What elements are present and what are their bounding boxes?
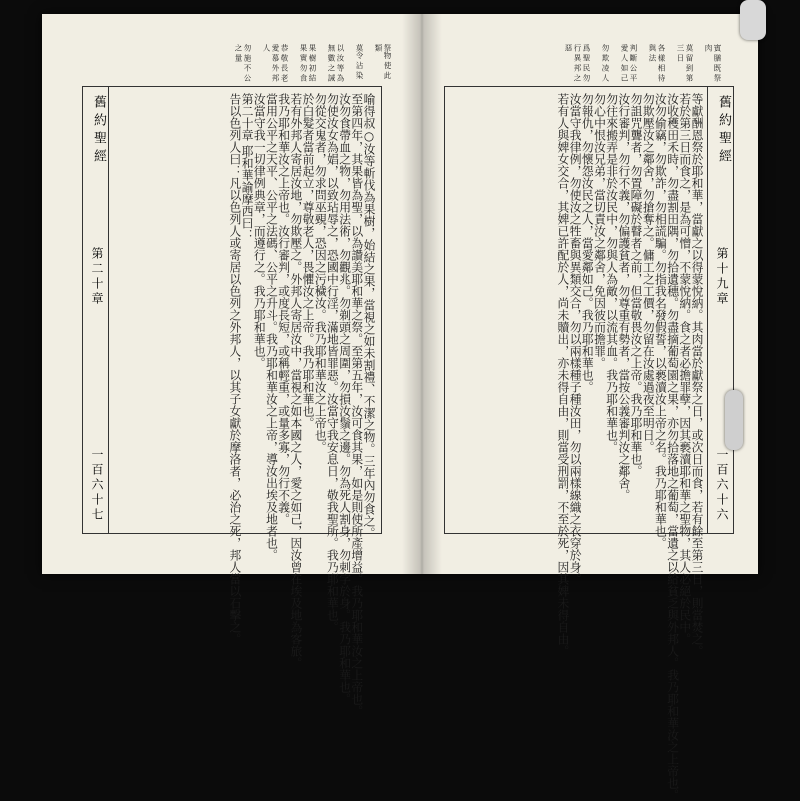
left-page-margin-notes	[122, 44, 392, 84]
text-column: 汝行審判，勿行不義，勿偏護貧者，勿尊重有勢者，當按公義審判汝之鄰舍。	[616, 93, 631, 501]
margin-note: 祭物 使 此 類	[374, 44, 392, 79]
running-title: 舊約聖經	[716, 95, 731, 167]
text-column: 勿從交鬼者，勿求問巫覡，恐因之污穢汝。我乃耶和華汝之上帝也。	[313, 93, 328, 453]
text-column: 等獻酬恩祭於耶和華，當獻之以得蒙悅納。其肉當於獻祭之日，或次日而食，若有餘至第三日，則當焚之。	[690, 93, 704, 657]
text-column: 勿欺壓汝之鄰舍，勿搶奪之。傭工之工價，勿留在汝處過夜至明日。	[641, 93, 656, 453]
text-column: 若有外邦人寄居汝地，勿欺壓之。外邦人寄居汝中，當視之如本國之人，愛之如己，因汝曾在埃及地為客旅。	[288, 93, 303, 669]
margin-note: 果 樹 初 結 果 實 勿 食	[299, 44, 317, 82]
text-column: 當用公平之天平、公平之法碼、公平之升斗。我乃耶和華汝之上帝，導汝出埃及地者也。	[264, 93, 279, 561]
text-column: 我乃耶和華汝之上帝也。汝行審判，或度長短，或稱輕重，或量多寡，勿行不義。	[276, 93, 291, 525]
left-page-columns	[113, 93, 376, 717]
margin-note: 判 斷 公 平 愛 人 如 己	[620, 44, 638, 82]
text-column: 汝當守我律例，勿使汝之牲畜與異類交合，勿以兩樣種子種汝田，勿以兩樣線織之衣穿於身。	[568, 93, 583, 585]
margin-note: 恭 敬 長 老 愛 慕 外 邦 人	[262, 44, 289, 82]
text-column: 若有人與婢女交合，其婢已許配於人，尚未贖出，亦未得自由，則當受刑罰，不至於死，因其婢未得自由。	[555, 93, 570, 657]
right-page-header	[707, 87, 733, 533]
margin-note: 賓 膳 既 祭 肉	[704, 44, 722, 82]
text-column: 若於第三日而食之，是為可憎，不蒙悅納。食之者必擔罪孽，因其褻瀆耶和華之聖物，其人必絕於民中。	[677, 93, 692, 645]
text-column: 第二十章 耶和華諭摩西曰：	[240, 93, 255, 241]
left-page	[42, 14, 422, 717]
right-page-columns	[451, 93, 704, 801]
text-column: 汝勿偷竊，勿欺詐，勿相謊騙。勿指我名發假誓，以褻瀆汝上帝之名。我乃耶和華也。	[653, 93, 668, 549]
margin-note: 莫 留 到 第 三 日	[676, 44, 694, 82]
text-column: 汝收穫田禾時，勿盡割田隅，勿拾遺穗。勿盡摘葡萄園之果，亦勿拾落地之葡萄，當遺之以給貧乏與外邦人。我乃耶和華汝之上帝也。	[665, 93, 680, 801]
book-clip	[725, 390, 743, 450]
right-page-margin-notes	[462, 44, 722, 84]
text-column: 喻得叔○汝等斬伐為果樹，始結之果，當視之如未割禮、不潔之物。三年內勿食之。	[362, 93, 376, 540]
margin-note: 莫令 沾 染	[355, 44, 364, 79]
margin-note: 各 樣 相 待 與 法	[648, 44, 666, 82]
text-column: 勿報仇，勿懷怨汝民之人，當愛鄰如己。我乃耶和華也。	[580, 93, 595, 393]
margin-note: 勿 欺 凌 人	[601, 44, 610, 82]
right-page	[422, 14, 758, 801]
page-number: 一百六十七	[90, 448, 104, 523]
open-book	[42, 14, 758, 801]
text-column: 勿往來搬弄是非於汝民中，勿與人為敵，以流其血。我乃耶和華也。	[604, 93, 619, 453]
left-page-text-frame	[82, 86, 382, 717]
running-title: 舊約聖經	[91, 95, 106, 167]
text-column: 汝當守我一切律例典章，而遵行之。我乃耶和華也。	[252, 93, 267, 369]
margin-note: 勿 施 不 公 之 量	[234, 44, 252, 82]
margin-note: 爲 聖 民 勿 行 異 邦 之 惡	[564, 44, 591, 82]
chapter-label: 第二十章	[90, 247, 104, 307]
text-column: 於白髮者當前起立，尊敬老人，畏懼汝之上帝。我乃耶和華也。	[301, 93, 316, 429]
margin-note: 以 汝 等 為 無 數 之 誡	[327, 44, 345, 82]
book-clip	[740, 0, 766, 40]
text-column: 勿心中恨汝兄弟，當切責汝之鄰舍，免因彼而擔罪。	[592, 93, 607, 369]
text-column: 勿使汝女為娼，以致玷辱之，恐國中行淫，滿地皆罪惡。汝當守我安息日，敬我聖所。我乃耶和華也。	[325, 93, 340, 633]
text-column: 汝勿食帶血之物，勿用法術，勿觀兆。勿剃頭之周圍，勿損汝鬚之邊。勿為死人割身，勿刺字於身。我乃耶和華也。	[337, 93, 352, 705]
text-column: 至第四年，其果皆為聖，以為讚美耶和華之祭。至第五年，汝可食其果，如是則使所產增益。我乃耶和華汝之上帝也。	[349, 93, 364, 717]
chapter-label: 第十九章	[715, 247, 729, 307]
left-page-header	[83, 87, 109, 533]
page-number: 一百六十六	[715, 448, 729, 523]
right-page-text-frame	[444, 86, 734, 801]
book-spine-shadow	[402, 14, 442, 574]
text-column: 勿詛咒聾者，勿置障礙於瞽者之前，但當敬畏汝之上帝。我乃耶和華也。	[629, 93, 644, 477]
text-column: 告以色列人曰：凡以色列人或寄居以色列之外邦人，以其子女獻於摩洛者，必治之死，邦人當以石擊之。	[227, 93, 242, 645]
